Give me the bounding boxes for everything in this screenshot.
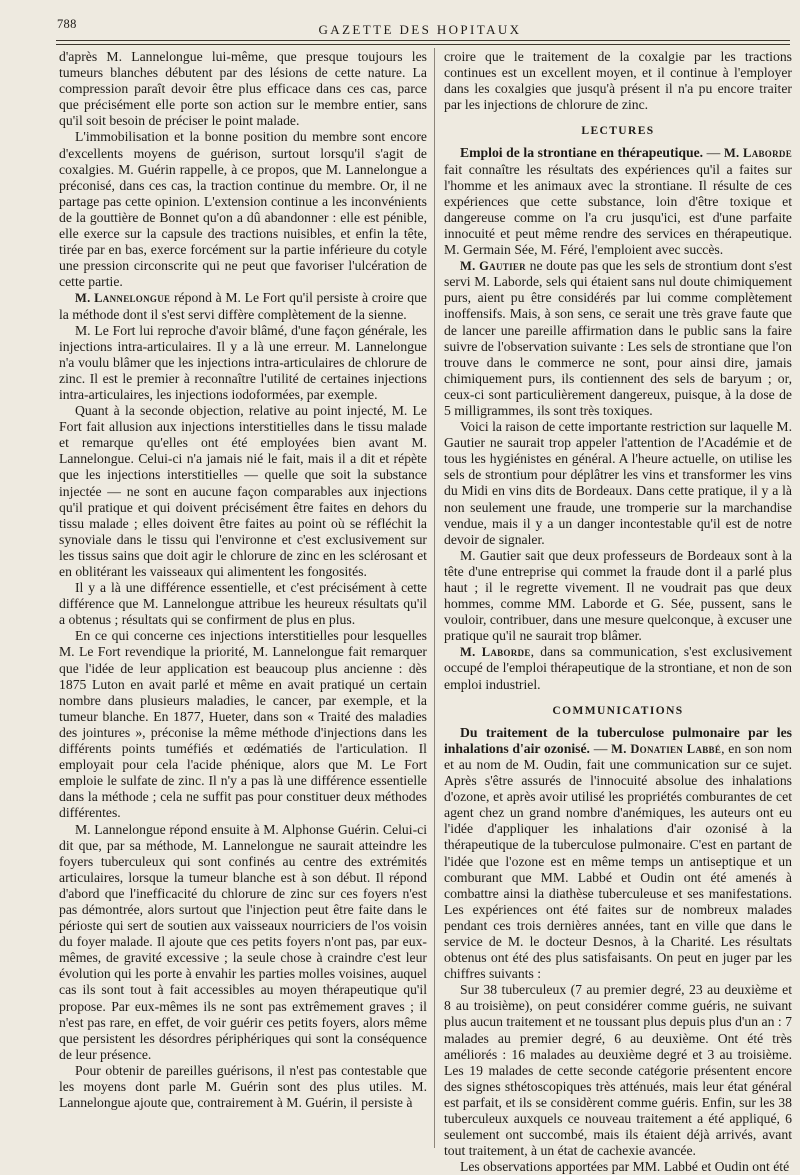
paragraph [444, 644, 792, 692]
speaker-name: M. Laborde [460, 645, 531, 660]
title-dash: — [703, 145, 724, 161]
page-number: 788 [57, 17, 77, 31]
paragraph: En ce qui concerne ces injections interstitielles pour lesquelles M. Le Fort revendique la priorité, M. Lannelongue fait remarquer que l'idée de leur application est beaucoup plus ancienne : dès 1875 Luton en avait parlé et même en avait pratiqué un certain nombre dans plusieurs maladies, le cancer, par exemple, et la tumeur blanche. En 1877, Hueter, dans son « Traité des maladies des jointures », préconise la même méthode d'injections dans les différents points tuméfiés et œdématiés de l'articulation. Il employait pour cela l'acide phénique, alors que M. Le Fort emploie le sulfate de zinc. Il n'y a pas là une différence essentielle dans la méthode ; cela ne suffit pas pour constituer deux méthodes différentes. [59, 628, 427, 821]
paragraph [444, 145, 792, 258]
paragraph-text: fait connaître les résultats des expériences qu'il a faites sur l'homme et les animaux avec la strontiane. Il résulte de ces expériences que cette substance, loin d'être toxique et dangereuse comme on l'a cru jusqu'ici, est d'une parfaite innocuité et peut même rendre des services en thérapeutique. M. Germain Sée, M. Féré, l'emploient avec succès. [444, 161, 792, 258]
header-rule-double [56, 44, 790, 45]
title-dash: — [589, 740, 612, 756]
paragraph: Les observations apportées par MM. Labbé et Oudin ont été [460, 1159, 790, 1175]
speaker-name: M. Lannelongue [75, 291, 171, 306]
paragraph: d'après M. Lannelongue lui-même, que presque toujours les tumeurs blanches débutent par des lésions de cette nature. La compression paraît devoir être plus efficace dans ces cas, parce que précisément elle porte son action sur le membre entier, sans qu'il soit besoin de préciser le point malade. [59, 49, 427, 129]
paragraph [444, 258, 792, 419]
section-heading-communications: COMMUNICATIONS [552, 704, 684, 717]
speaker-name: M. Donatien Labbé [611, 741, 722, 756]
header-rule [56, 40, 790, 41]
paragraph: croire que le traitement de la coxalgie par les tractions continues est un excellent moyen, et il continue à l'employer dans les coxalgies que jusqu'à présent il n'a pu encore traiter par les injections de chlorure de zinc. [444, 49, 792, 113]
speaker-name: M. Laborde [723, 146, 792, 161]
paragraph-text: ne doute pas que les sels de strontium dont s'est servi M. Laborde, sels qui étaient sans nul doute chimiquement purs, aient pu être considérés par lui comme complètement inoffensifs. Mais, à son sens, ce serait une très grave faute que de lancer une pareille affirmation dans le public sans la faire suivre de l'observation suivante : Les sels de strontiane que l'on trouve dans le commerce ne sont, pour ainsi dire, jamais chimiquement purs, ils contiennent des sels de baryum ; or, ceux-ci sont particulièrement dangereux, puisque, à la dose de 5 milligrammes, ils sont très toxiques. [444, 258, 792, 418]
paragraph [444, 725, 792, 983]
paragraph: Pour obtenir de pareilles guérisons, il n'est pas contestable que les moyens dont parle M. Guérin sont des plus utiles. M. Lannelongue ajoute que, contrairement à M. Guérin, il persiste à [59, 1062, 427, 1111]
paragraph [59, 290, 427, 322]
paragraph-text: , dans sa communication, s'est exclusivement occupé de l'emploi thérapeutique de la strontiane, et non de son emploi industriel. [444, 644, 792, 692]
left-column [59, 49, 427, 1111]
paragraph: M. Lannelongue répond ensuite à M. Alphonse Guérin. Celui-ci dit que, par sa méthode, M. Lannelongue ne saurait atteindre les foyers tuberculeux qui sont confinés au centre des extrémités articulaires, lorsque la tumeur blanche est à son début. Il répond d'abord que l'inefficacité du chlorure de zinc sur ces foyers n'est pas démontrée, alors surtout que l'injection peut être faite dans le périoste qui sert de soutien aux vaisseaux nourriciers de l'os voisin du foyer malade. Il ajoute que ces petits foyers n'ont pas, par eux-mêmes, de gravité excessive ; la seule chose à craindre c'est leur évolution qui les porte à envahir les parties molles voisines, auquel cas ils sont tout à fait accessibles au moyen thérapeutique qu'il propose. Par eux-mêmes ils ne sont pas extrêmement graves ; il n'est pas rare, en effet, de voir guérir ces petits foyers, alors même que persistent les désordres périphériques qui sont la conséquence de leur présence. [59, 821, 427, 1062]
speaker-name: M. Gautier [460, 259, 526, 274]
paragraph: Il y a là une différence essentielle, et c'est précisément à cette différence que M. Lannelongue attribue les heureux résultats qu'il a obtenus ; résultats qui se confirment de plus en plus. [59, 580, 427, 628]
right-column [444, 49, 792, 1175]
paragraph: Quant à la seconde objection, relative au point injecté, M. Le Fort fait allusion aux injections interstitielles dans le tissu malade et remarque qu'elles ont été employées bien avant M. Lannelongue. Celui-ci n'a jamais nié le fait, mais il a dit et répète que les injections interstitielles — quelle que soit la substance injectée — ne sont en aucune façon comparables aux injections qu'il pratique et qui doivent précisément être faites en dehors du tissu malade ; elles doivent être faites au point où se réfléchit la synoviale dans le tissu qui l'environne et c'est exclusivement sur les tissus sains que doit agir le chlorure de zinc en les sclérosant et en oblitérant les vaisseaux qui alimentent les fongosités. [59, 403, 427, 579]
paragraph: M. Le Fort lui reproche d'avoir blâmé, d'une façon générale, les injections intra-articulaires. Il y a là une erreur. M. Lannelongue n'a voulu blâmer que les injections intra-articulaires de chlorure de zinc. Il est le premier à reconnaître l'utilité de certaines injections intra-articulaires, les injections iodoformées, par exemple. [59, 322, 427, 402]
section-heading-lectures: LECTURES [581, 125, 655, 138]
journal-title: GAZETTE DES HOPITAUX [318, 22, 522, 37]
paragraph: Sur 38 tuberculeux (7 au premier degré, 23 au deuxième et 8 au troisième), on peut considérer comme guéris, ne suivant plus aucun traitement et ne toussant plus depuis plus d'un an : 7 malades au premier degré, 6 au deuxième. Ont été très améliorés : 16 malades au deuxième degré et 3 au troisième. Les 19 malades de cette seconde catégorie présentent encore des signes sthétoscopiques très atténués, mais leur état général est parfait, et ils se considèrent comme guéris. Enfin, sur les 38 tuberculeux auxquels ce nouveau traitement a été appliqué, 6 seulement ont succombé, mais ils étaient déjà arrivés, avant tout traitement, à un état de cachexie avancée. [444, 982, 792, 1159]
paragraph-text: , en son nom et au nom de M. Oudin, fait une communication sur ce sujet. Après s'être assurés de l'innocuité absolue des inhalations d'ozone, et après avoir utilisé les propriétés comburantes de cet agent chez un grand nombre d'anémiques, les auteurs ont eu l'idée d'appliquer les inhalations d'air ozonisé à la thérapeutique de la tuberculose pulmonaire. C'est en partant de l'idée que l'ozone est en même temps un antiseptique et un comburant que MM. Labbé et Oudin ont été amenés à combattre ainsi la diathèse tuberculeuse et ses manifestations. Les expériences ont été faites sur de nombreux malades pendant ces trois dernières années, tant en ville que dans le service de M. le docteur Desnos, à la Charité. Les résultats obtenus ont été des plus satisfaisants. On peut en juger par les chiffres suivants : [444, 740, 792, 982]
article-title: Du traitement de la tuberculose pulmonaire par les inhalations d'air ozonisé. [444, 724, 792, 756]
column-divider [434, 48, 435, 1148]
paragraph-text: répond à M. Le Fort qu'il persiste à croire que la méthode dont il s'est servi diffère complètement de la sienne. [59, 290, 428, 322]
paragraph: M. Gautier sait que deux professeurs de Bordeaux sont à la tête d'une entreprise qui commet la fraude dont il a parlé plus haut ; il le regrette vivement. Il ne voudrait pas que deux hommes, comme MM. Laborde et G. Sée, pussent, sans le vouloir, contribuer, dans une mesure quelconque, à excuser une pratique qu'il ne saurait trop blâmer. [444, 547, 792, 644]
paragraph: L'immobilisation et la bonne position du membre sont encore d'excellents moyens de guérison, surtout lorsqu'il s'agit de coxalgies. M. Guérin rappelle, à ce propos, que M. Lannelongue a préconisé, dans ces cas, la traction continue du membre. Or, il ne partage pas cette opinion. L'extension continue a les inconvénients de la gouttière de Bonnet qu'on a dû abandonner : elle est pénible, elle exerce sur la capsule des tractions nuisibles, et enfin la tête, tirée par en bas, exerce forcément sur la partie inférieure du cotyle une pression circonscrite qui ne peut que favoriser l'ulcération de cette partie. [59, 129, 427, 290]
paragraph: Voici la raison de cette importante restriction sur laquelle M. Gautier ne saurait trop appeler l'attention de l'Académie et de tous les hygiénistes en général. A l'heure actuelle, on utilise les sels de strontium pour déplâtrer les vins et transformer les vins du Midi en vins dits de Bordeaux. Dans cette pratique, il y a là non seulement une fraude, une tromperie sur la marchandise vendue, mais il y a un danger incontestable qu'il est de notre devoir de signaler. [444, 419, 792, 547]
article-title: Emploi de la strontiane en thérapeutique. [460, 145, 704, 161]
